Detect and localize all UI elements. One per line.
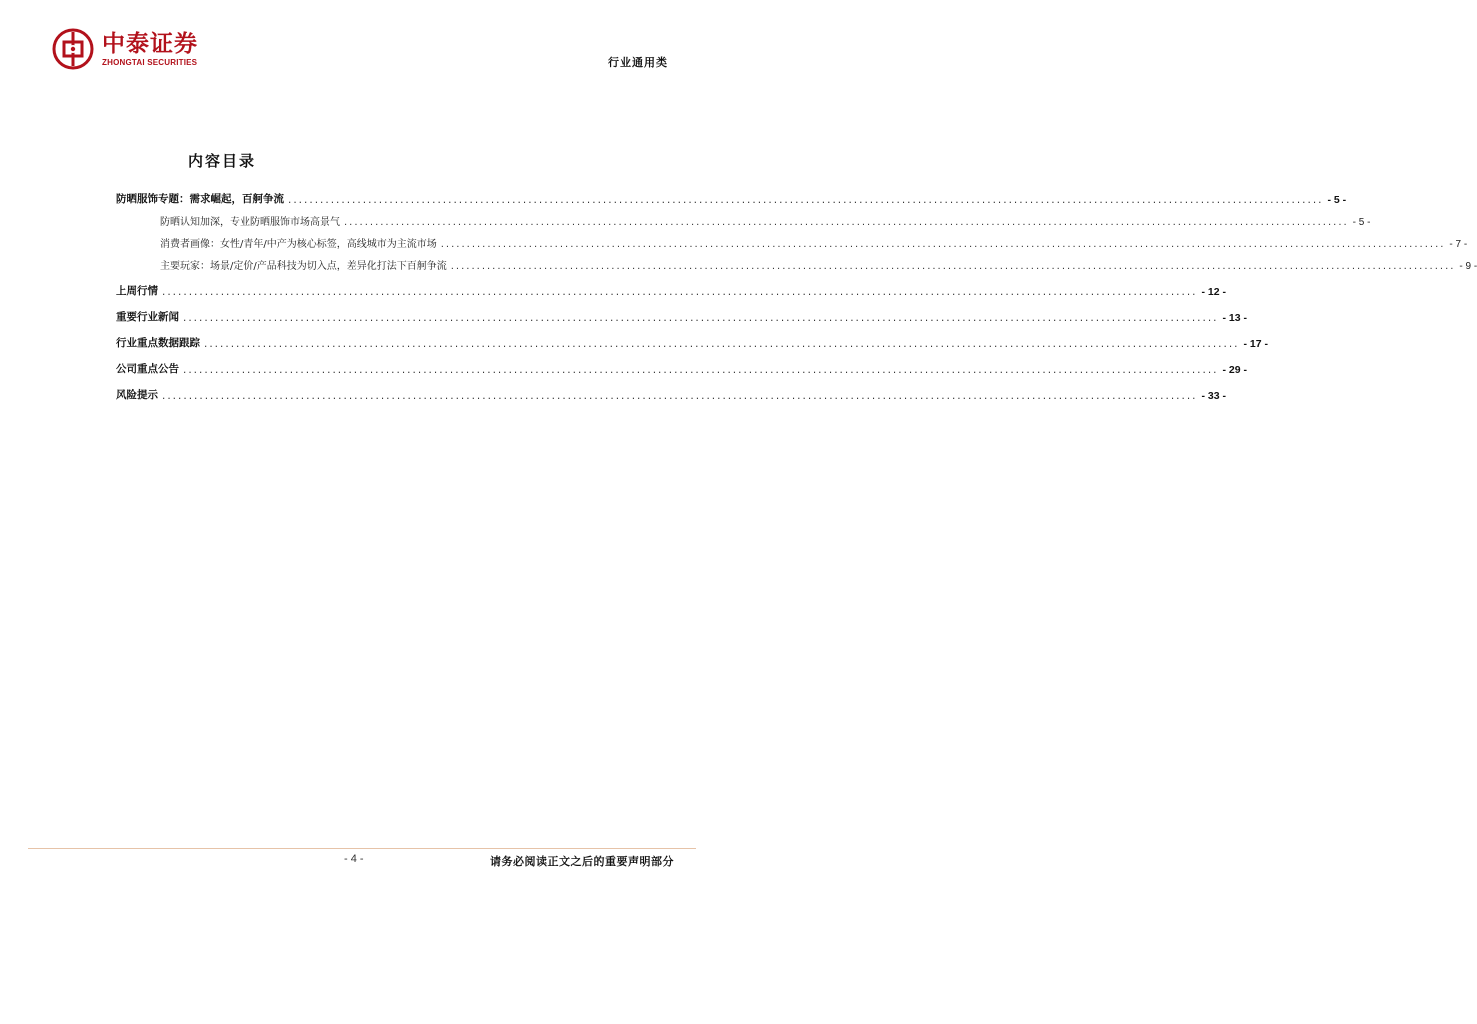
toc-entry-label: 防晒认知加深，专业防晒服饰市场高景气 <box>160 217 340 228</box>
toc-entry-label: 重要行业新闻 <box>116 311 179 323</box>
page-number: - 4 - <box>344 853 364 865</box>
toc-entry[interactable] <box>116 301 1248 324</box>
toc-leader-dots: .................................................................................................................................................................................................. <box>183 312 1219 324</box>
toc-entry-label: 消费者画像：女性/青年/中产为核心标签，高线城市为主流市场 <box>160 239 437 250</box>
toc-leader-dots: .................................................................................................................................................................................................. <box>450 261 1456 272</box>
toc-entry-label: 防晒服饰专题：需求崛起，百舸争流 <box>116 193 284 205</box>
toc-entry-page: - 9 - <box>1459 261 1477 272</box>
toc-entry-label: 行业重点数据跟踪 <box>116 337 200 349</box>
toc-leader-dots: .................................................................................................................................................................................................. <box>183 364 1219 376</box>
toc-entry[interactable] <box>116 379 1227 402</box>
toc-entry[interactable] <box>116 327 1269 350</box>
toc-leader-dots: .................................................................................................................................................................................................. <box>288 194 1324 206</box>
toc-entry-label: 公司重点公告 <box>116 363 179 375</box>
toc-title: 内容目录 <box>188 152 257 170</box>
footer-divider <box>28 848 696 849</box>
toc-entry-page: - 33 - <box>1201 390 1227 402</box>
zhongtai-logo-icon <box>52 28 94 70</box>
toc-leader-dots: .................................................................................................................................................................................................. <box>162 286 1198 298</box>
toc-entry-page: - 13 - <box>1222 312 1248 324</box>
toc-entry-label: 风险提示 <box>116 389 158 401</box>
toc-entry[interactable] <box>116 353 1248 376</box>
table-of-contents <box>116 183 1477 402</box>
toc-entry[interactable] <box>116 250 1477 272</box>
toc-entry-page: - 5 - <box>1352 217 1371 228</box>
toc-leader-dots: .................................................................................................................................................................................................. <box>162 390 1198 402</box>
report-category: 行业通用类 <box>608 56 668 69</box>
logo-english-name: ZHONGTAI SECURITIES <box>102 57 198 67</box>
toc-entry-label: 主要玩家：场景/定价/产品科技为切入点，差异化打法下百舸争流 <box>160 261 447 272</box>
toc-entry-label: 上周行情 <box>116 285 158 297</box>
toc-entry[interactable] <box>116 228 1468 250</box>
toc-entry[interactable] <box>116 183 1347 206</box>
toc-entry-page: - 5 - <box>1327 194 1347 206</box>
toc-entry-page: - 29 - <box>1222 364 1248 376</box>
toc-entry-page: - 12 - <box>1201 286 1227 298</box>
company-logo <box>52 28 198 70</box>
toc-entry-page: - 7 - <box>1449 239 1468 250</box>
toc-entry[interactable] <box>116 206 1371 228</box>
toc-leader-dots: .................................................................................................................................................................................................. <box>344 217 1349 228</box>
toc-leader-dots: .................................................................................................................................................................................................. <box>204 338 1240 350</box>
footer-disclaimer: 请务必阅读正文之后的重要声明部分 <box>490 855 674 868</box>
toc-entry-page: - 17 - <box>1243 338 1269 350</box>
toc-entry[interactable] <box>116 275 1227 298</box>
toc-leader-dots: .................................................................................................................................................................................................. <box>440 239 1446 250</box>
logo-chinese-name: 中泰证券 <box>102 30 198 57</box>
